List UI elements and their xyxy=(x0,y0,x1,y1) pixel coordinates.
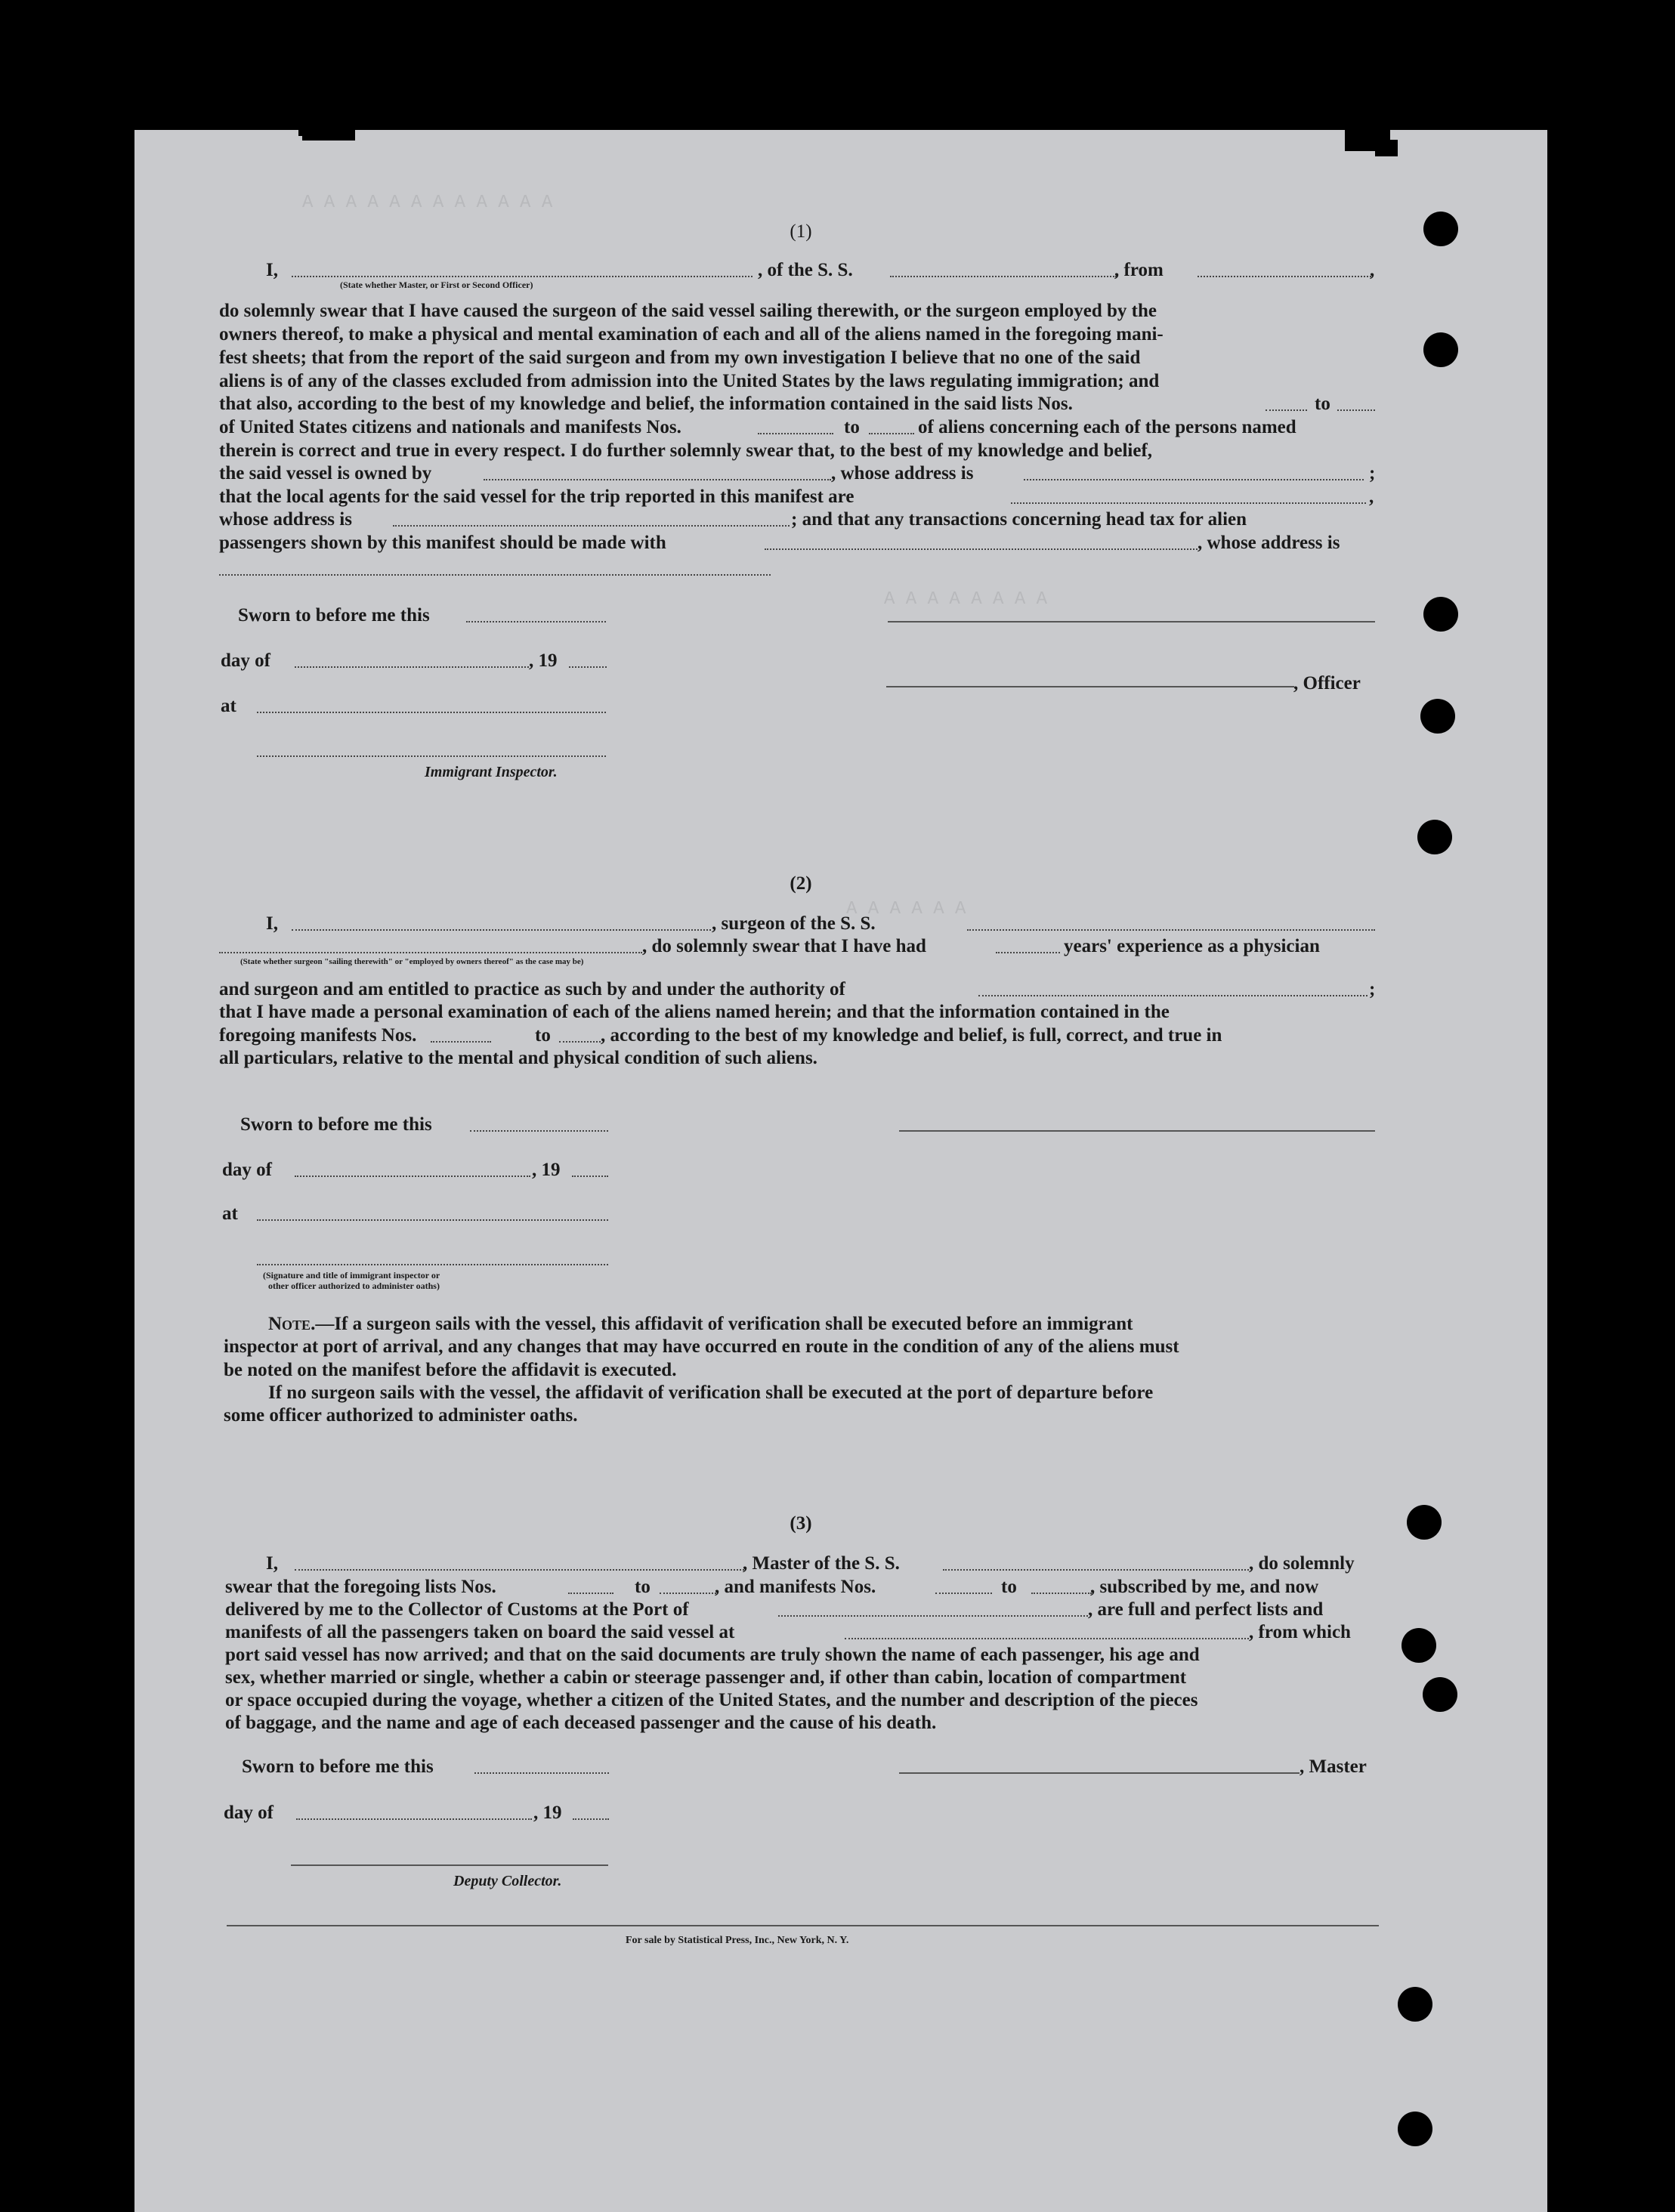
blank-field[interactable] xyxy=(869,433,914,434)
blank-field[interactable] xyxy=(484,479,831,480)
text: , surgeon of the S. S. xyxy=(712,913,876,934)
blank-field[interactable] xyxy=(845,1638,1249,1639)
day-label: day of xyxy=(224,1803,274,1823)
bleed-through-text: A A A A A A A A A A A A xyxy=(302,193,553,213)
blank-field[interactable] xyxy=(559,1041,601,1043)
bleed-through-text: A A A A A A xyxy=(846,899,966,919)
blank-field[interactable] xyxy=(295,1569,744,1571)
paragraph-line: that I have made a personal examination of each of the aliens named herein; and that the information contained in the xyxy=(219,1002,1170,1022)
text: to xyxy=(844,417,860,437)
signature-line[interactable] xyxy=(888,621,1375,623)
text: , from xyxy=(1114,260,1164,280)
punch-hole xyxy=(1401,1628,1436,1663)
torn-edge-mark xyxy=(302,130,355,141)
blank-field[interactable] xyxy=(219,952,642,953)
blank-field[interactable] xyxy=(474,1772,609,1774)
signer-title: Deputy Collector. xyxy=(453,1873,562,1889)
text: ; xyxy=(1369,463,1376,483)
punch-hole xyxy=(1417,820,1452,854)
blank-field[interactable] xyxy=(573,1818,609,1820)
signature-line[interactable] xyxy=(257,755,606,757)
blank-field[interactable] xyxy=(257,712,606,713)
blank-field[interactable] xyxy=(1024,479,1364,480)
text: , Master of the S. S. xyxy=(743,1553,900,1574)
blank-field[interactable] xyxy=(572,1176,608,1177)
text: ; and that any transactions concerning head tax for alien xyxy=(791,509,1247,530)
blank-field[interactable] xyxy=(257,1219,608,1221)
blank-field[interactable] xyxy=(219,574,771,576)
blank-field[interactable] xyxy=(1266,409,1307,411)
text: , are full and perfect lists and xyxy=(1088,1599,1324,1620)
text: whose address is xyxy=(219,509,352,530)
text: swear that the foregoing lists Nos. xyxy=(225,1577,496,1597)
caption: (State whether Master, or First or Second Officer) xyxy=(340,280,533,290)
punch-hole xyxy=(1398,1987,1432,2022)
blank-field[interactable] xyxy=(890,276,1117,277)
note-text: inspector at port of arrival, and any changes that may have occurred en route in the condition of any of the aliens must xyxy=(224,1336,1179,1357)
text: foregoing manifests Nos. xyxy=(219,1025,417,1046)
text: I, xyxy=(266,260,278,280)
torn-edge-mark xyxy=(298,91,306,136)
paragraph-line: therein is correct and true in every respect. I do further solemnly swear that, to the best of my knowledge and belief, xyxy=(219,440,1153,461)
paragraph-line: that also, according to the best of my knowledge and belief, the information contained in the said lists Nos. xyxy=(219,394,1073,414)
text: , do solemnly xyxy=(1249,1553,1355,1574)
blank-field[interactable] xyxy=(1011,502,1366,504)
text: to xyxy=(535,1025,551,1046)
blank-field[interactable] xyxy=(569,666,607,668)
signature-line[interactable] xyxy=(886,686,1294,687)
signer-title: Immigrant Inspector. xyxy=(425,764,558,780)
section-number: (2) xyxy=(790,873,812,894)
master-label: , Master xyxy=(1300,1756,1367,1777)
text: , of the S. S. xyxy=(758,260,853,280)
section-number: (3) xyxy=(790,1513,812,1534)
note-line: —If a surgeon sails with the vessel, this affidavit of verification shall be executed before an immigrant xyxy=(315,1314,1133,1334)
punch-hole xyxy=(1423,597,1458,632)
text: , whose address is xyxy=(1198,533,1340,553)
day-label: day of xyxy=(221,650,270,671)
blank-field[interactable] xyxy=(765,548,1198,550)
text: delivered by me to the Collector of Customs at the Port of xyxy=(225,1599,689,1620)
blank-field[interactable] xyxy=(295,666,529,668)
text: of aliens concerning each of the persons named xyxy=(918,417,1296,437)
blank-field[interactable] xyxy=(296,1818,532,1820)
paragraph-line: sex, whether married or single, whether a cabin or steerage passenger and, if other than cabin, location of compartment xyxy=(225,1667,1187,1688)
text: , whose address is xyxy=(831,463,974,483)
blank-field[interactable] xyxy=(568,1593,613,1594)
blank-field[interactable] xyxy=(996,952,1060,953)
footer-rule xyxy=(227,1925,1379,1926)
text: , and manifests Nos. xyxy=(715,1577,876,1597)
paragraph-line: or space occupied during the voyage, whether a citizen of the United States, and the number and description of the pieces xyxy=(225,1690,1198,1710)
text: ; xyxy=(1369,979,1376,999)
text: , xyxy=(1369,487,1374,507)
blank-field[interactable] xyxy=(943,1569,1249,1571)
section-number: (1) xyxy=(790,221,812,242)
paragraph-line: do solemnly swear that I have caused the surgeon of the said vessel sailing therewith, or the surgeon employed by the xyxy=(219,301,1157,321)
paragraph-line: all particulars, relative to the mental and physical condition of such aliens. xyxy=(219,1048,817,1068)
punch-hole xyxy=(1398,2112,1432,2146)
blank-field[interactable] xyxy=(466,621,606,623)
text: that the local agents for the said vessel for the trip reported in this manifest are xyxy=(219,487,854,507)
text: , do solemnly swear that I have had xyxy=(642,936,926,956)
paragraph-line: owners thereof, to make a physical and mental examination of each and all of the aliens named in the foregoing mani- xyxy=(219,324,1164,344)
officer-label: , Officer xyxy=(1293,673,1361,694)
signature-line[interactable] xyxy=(257,1264,608,1265)
note-text: some officer authorized to administer oaths. xyxy=(224,1405,578,1426)
punch-hole xyxy=(1423,332,1458,367)
blank-field[interactable] xyxy=(660,1593,716,1594)
signature-line[interactable] xyxy=(899,1130,1375,1132)
text: to xyxy=(1315,394,1330,414)
punch-hole xyxy=(1420,699,1455,734)
text: , subscribed by me, and now xyxy=(1090,1577,1319,1597)
text: manifests of all the passengers taken on board the said vessel at xyxy=(225,1622,735,1642)
blank-field[interactable] xyxy=(978,995,1368,996)
blank-field[interactable] xyxy=(393,525,790,527)
blank-field[interactable] xyxy=(470,1130,608,1132)
text: and surgeon and am entitled to practice as such by and under the authority of xyxy=(219,979,845,999)
punch-hole xyxy=(1423,1677,1457,1712)
signer-title: (Signature and title of immigrant inspector or xyxy=(263,1270,440,1281)
blank-field[interactable] xyxy=(295,1176,530,1177)
blank-field[interactable] xyxy=(1031,1593,1092,1594)
punch-hole xyxy=(1423,212,1458,246)
note-text: If no surgeon sails with the vessel, the affidavit of verification shall be executed at the port of departure before xyxy=(268,1382,1154,1403)
at-label: at xyxy=(222,1203,238,1224)
blank-field[interactable] xyxy=(778,1615,1088,1617)
at-label: at xyxy=(221,696,236,716)
text: to xyxy=(1001,1577,1017,1597)
note-label: Note. xyxy=(268,1314,316,1334)
note-text xyxy=(268,1313,1133,1335)
text: , xyxy=(1370,260,1375,280)
text: to xyxy=(635,1577,651,1597)
punch-hole xyxy=(1407,1505,1442,1540)
blank-field[interactable] xyxy=(292,276,753,277)
caption: (State whether surgeon "sailing therewith" or "employed by owners thereof" as the case may be) xyxy=(240,957,584,966)
signer-title: other officer authorized to administer oaths) xyxy=(268,1281,440,1291)
blank-field[interactable] xyxy=(1198,276,1371,277)
note-text: be noted on the manifest before the affidavit is executed. xyxy=(224,1360,677,1380)
paragraph-line: fest sheets; that from the report of the said surgeon and from my own investigation I believe that no one of the said xyxy=(219,348,1141,368)
paragraph-line: of baggage, and the name and age of each deceased passenger and the cause of his death. xyxy=(225,1713,937,1733)
sworn-label: Sworn to before me this xyxy=(240,1114,432,1135)
paragraph-line: aliens is of any of the classes excluded from admission into the United States by the laws regulating immigration; and xyxy=(219,371,1160,391)
blank-field[interactable] xyxy=(292,929,711,931)
text: the said vessel is owned by xyxy=(219,463,432,483)
blank-field[interactable] xyxy=(967,929,1375,931)
sworn-label: Sworn to before me this xyxy=(242,1756,434,1777)
text: , according to the best of my knowledge and belief, is full, correct, and true in xyxy=(601,1025,1222,1046)
sworn-label: Sworn to before me this xyxy=(238,605,430,626)
signature-line[interactable] xyxy=(291,1864,608,1866)
text: passengers shown by this manifest should be made with xyxy=(219,533,666,553)
text: years' experience as a physician xyxy=(1064,936,1320,956)
printer-credit: For sale by Statistical Press, Inc., New York, N. Y. xyxy=(626,1935,849,1946)
torn-edge-mark xyxy=(1375,140,1398,156)
paragraph-line: of United States citizens and nationals and manifests Nos. xyxy=(219,417,681,437)
signature-line[interactable] xyxy=(899,1772,1300,1774)
year-label: , 19 xyxy=(533,1803,562,1823)
day-label: day of xyxy=(222,1160,272,1180)
blank-field[interactable] xyxy=(935,1593,992,1594)
year-label: , 19 xyxy=(529,650,558,671)
blank-field[interactable] xyxy=(431,1041,491,1043)
paragraph-line: port said vessel has now arrived; and that on the said documents are truly shown the name of each passenger, his age and xyxy=(225,1645,1200,1665)
blank-field[interactable] xyxy=(1337,409,1375,411)
year-label: , 19 xyxy=(532,1160,561,1180)
blank-field[interactable] xyxy=(758,433,833,434)
text: , from which xyxy=(1249,1622,1351,1642)
text: I, xyxy=(266,913,278,934)
text: I, xyxy=(266,1553,278,1574)
bleed-through-text: A A A A A A A A xyxy=(884,589,1048,610)
